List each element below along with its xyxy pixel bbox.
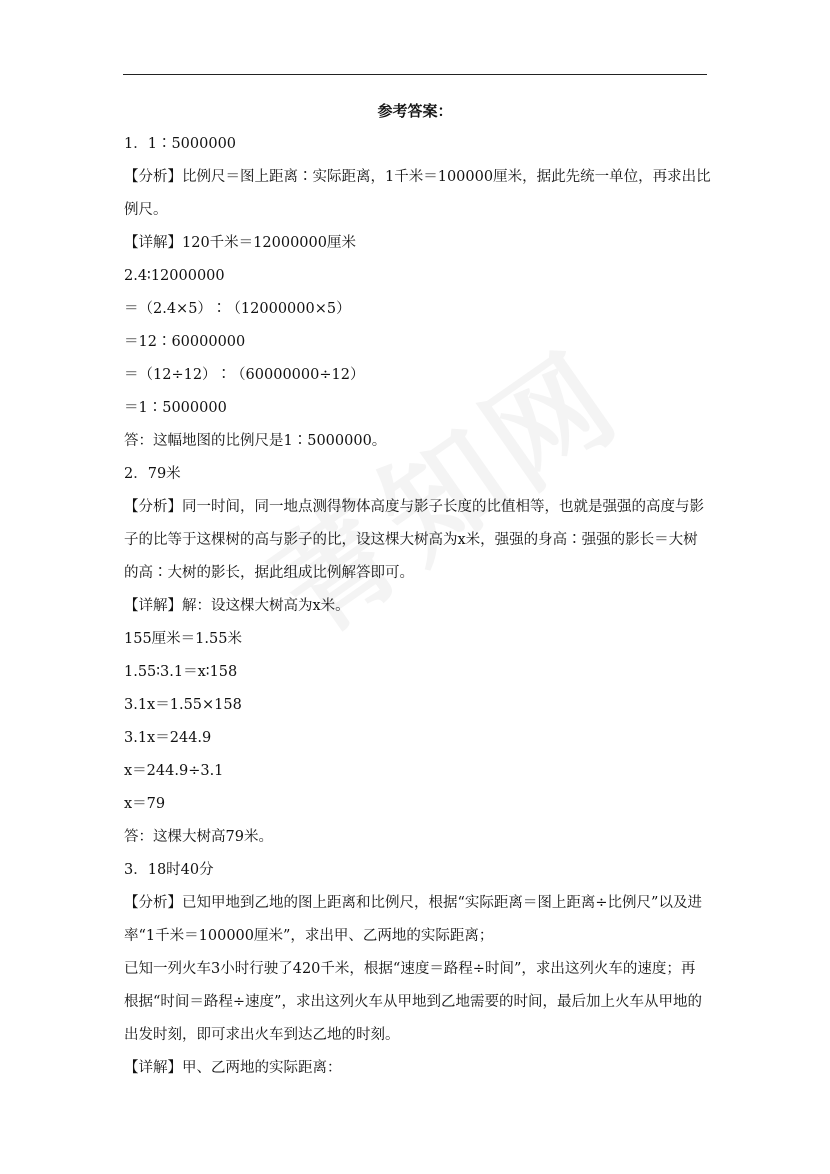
answer-line: 3.1x＝1.55×158 (124, 697, 242, 713)
answer-line: 2．79米 (124, 466, 181, 482)
answer-line: 答：这棵大树高79米。 (124, 829, 273, 845)
answer-line: x＝79 (124, 796, 166, 812)
answer-line: 1．1∶5000000 (124, 136, 237, 152)
answer-body (124, 128, 711, 1085)
answer-line: 出发时刻，即可求出火车到达乙地的时刻。 (124, 1027, 400, 1043)
answer-line: 【分析】比例尺＝图上距离∶实际距离，1千米＝100000厘米，据此先统一单位，再求出比 (124, 169, 711, 185)
answer-line: 1.55∶3.1＝x∶158 (124, 664, 238, 680)
answer-line: 已知一列火车3小时行驶了420千米，根据“速度＝路程÷时间”，求出这列火车的速度；再 (124, 961, 696, 977)
answer-line: ＝（2.4×5）∶（12000000×5） (124, 301, 351, 317)
answer-line: 答：这幅地图的比例尺是1∶5000000。 (124, 433, 387, 449)
answer-line: 子的比等于这棵树的高与影子的比，设这棵大树高为x米，强强的身高∶强强的影长＝大树 (124, 532, 698, 548)
answer-line: 155厘米＝1.55米 (124, 631, 242, 647)
answer-line: ＝12∶60000000 (124, 334, 246, 350)
answer-line: 【详解】甲、乙两地的实际距离： (124, 1060, 342, 1076)
answer-line: 【分析】同一时间，同一地点测得物体高度与影子长度的比值相等，也就是强强的高度与影 (124, 499, 704, 515)
answer-line: 3．18时40分 (124, 862, 214, 878)
answer-line: 2.4∶12000000 (124, 268, 225, 284)
answer-line: 的高∶大树的影长，据此组成比例解答即可。 (124, 565, 414, 581)
answer-line: 根据“时间＝路程÷速度”，求出这列火车从甲地到乙地需要的时间，最后加上火车从甲地的 (124, 994, 702, 1010)
answer-line: x＝244.9÷3.1 (124, 763, 224, 779)
answer-line: 3.1x＝244.9 (124, 730, 212, 746)
answer-line: 率“1千米＝100000厘米”，求出甲、乙两地的实际距离； (124, 928, 494, 944)
answer-line: ＝（12÷12）∶（60000000÷12） (124, 367, 365, 383)
answer-line: 【分析】已知甲地到乙地的图上距离和比例尺，根据“实际距离＝图上距离÷比例尺”以及进 (124, 895, 702, 911)
answer-line: 【详解】解：设这棵大树高为x米。 (124, 598, 350, 614)
page-title: 参考答案： (377, 102, 453, 120)
answer-line: ＝1∶5000000 (124, 400, 227, 416)
answer-line: 例尺。 (124, 202, 168, 218)
answer-line: 【详解】120千米＝12000000厘米 (124, 235, 356, 251)
header-rule (123, 74, 707, 75)
